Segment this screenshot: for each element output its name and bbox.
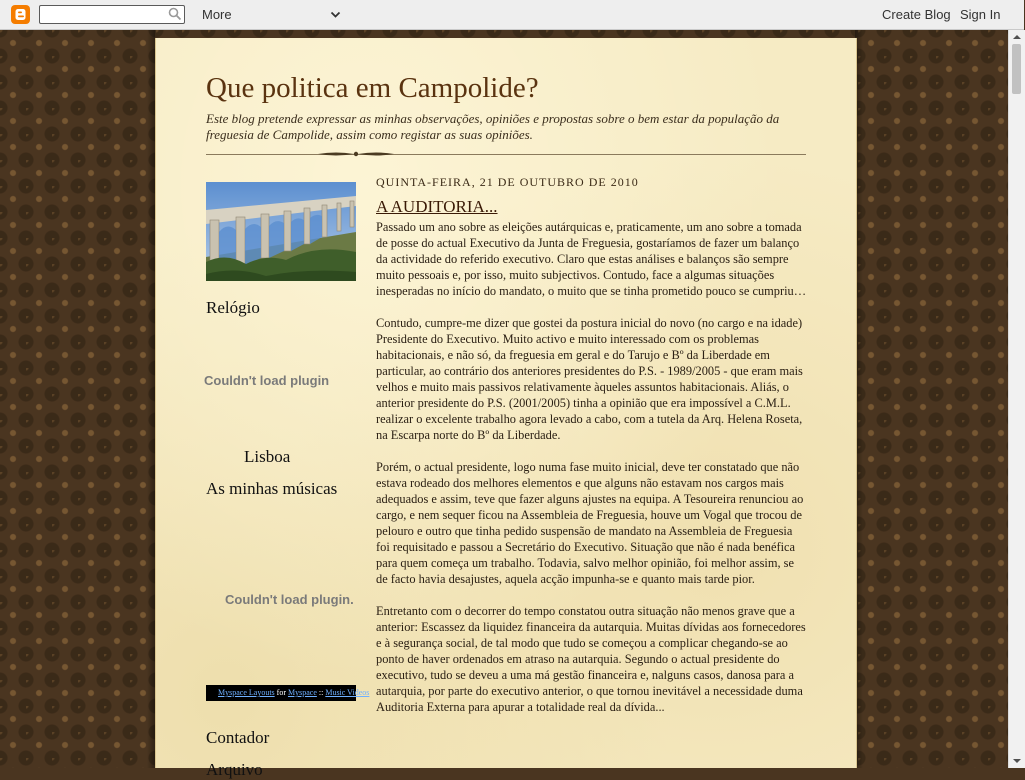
aqueduct-photo	[206, 182, 356, 281]
vertical-scrollbar[interactable]	[1008, 30, 1025, 768]
column-shadow-left	[147, 30, 155, 768]
clock-plugin-error: Couldn't load plugin	[204, 373, 330, 388]
myspace-separator: ::	[318, 688, 324, 697]
counter-heading: Contador	[206, 728, 270, 747]
post-date-header: QUINTA-FEIRA, 21 DE OUTUBRO DE 2010	[376, 175, 639, 189]
archive-heading: Arquivo	[206, 760, 263, 779]
scrollbar-thumb[interactable]	[1012, 44, 1021, 94]
search-box	[39, 5, 185, 24]
scroll-down-arrow-icon[interactable]	[1009, 754, 1025, 768]
main-content	[376, 175, 808, 731]
more-label: More	[202, 7, 232, 22]
blog-content-column	[155, 38, 857, 779]
post-paragraph: Porém, o actual presidente, logo numa fase muito inicial, deve ter constatado que não estava rodeado dos melhores elementos e que alguns não estavam nos cargos mais adequados e assim, teve que fazer alguns ajustes na equipa. A Tesoureira renunciou ao cargo, e nem sequer ficou na Assembleia de Freguesia, houve um Vogal que trocou de pelouro e outro que tinha pedido suspensão de mandato na Assembleia de Freguesia foi requisitado e passou a Secretário do Executivo. Situação que não é nada benéfica para quem começa um trabalho. Todavia, salvo melhor opinião, foi melhor assim, se de facto havia desajustes, aquela acção impunha-se e quanto mais tarde pior.	[376, 460, 804, 586]
post-body	[376, 219, 808, 715]
clock-heading: Relógio	[206, 298, 260, 317]
music-plugin-error: Couldn't load plugin.	[225, 592, 354, 607]
music-heading: As minhas músicas	[206, 479, 338, 498]
post-paragraph: Entretanto com o decorrer do tempo constatou outra situação não menos grave que a anterior: Escassez da liquidez financeira da autarquia. Muitas dívidas aos fornecedores e à segurança social, de tal modo que tudo se começou a complicar chegando-se ao ponto de haver ordenados em atraso na autarquia. Segundo o actual presidente do executivo, tudo se deveu a uma má gestão financeira e, nalguns casos, danosa para a autarquia, por parte do executivo anterior, o que tornou inevitável a necessidade duma Auditoria Externa para apurar a totalidade real da dívida...	[376, 604, 806, 714]
search-input[interactable]	[43, 7, 163, 21]
create-blog-link[interactable]: Create Blog	[882, 7, 951, 22]
music-videos-link[interactable]: Music Videos	[325, 688, 370, 697]
blogger-navbar	[0, 0, 1024, 30]
blog-title[interactable]: Que politica em Campolide?	[206, 72, 539, 104]
clock-city: Lisboa	[244, 447, 291, 466]
myspace-link[interactable]: Myspace	[287, 688, 317, 697]
blogger-icon[interactable]	[11, 5, 30, 24]
myspace-for-text: for	[276, 688, 286, 697]
myspace-layouts-link[interactable]: Myspace Layouts	[218, 688, 275, 697]
header-divider	[206, 150, 806, 158]
blog-description: Este blog pretende expressar as minhas observações, opiniões e propostas sobre o bem estar da população da freguesia de Campolide, assim como registar as suas opiniões.	[206, 111, 780, 142]
search-icon[interactable]	[168, 7, 182, 24]
flourish-ornament	[316, 150, 396, 158]
post-title[interactable]: A AUDITORIA...	[376, 197, 498, 216]
more-dropdown[interactable]	[202, 7, 232, 22]
sign-in-link[interactable]: Sign In	[960, 7, 1001, 22]
scroll-up-arrow-icon[interactable]	[1009, 30, 1025, 44]
post-paragraph: Contudo, cumpre-me dizer que gostei da postura inicial do novo (no cargo e na idade) Presidente do Executivo. Muito activo e muito interessado com os problemas habitacionais, e não só, da freguesia em geral e do Tarujo e Bº da Liberdade em particular, ao contrário dos anteriores presidentes do P.S. - 1989/2005 - que eram mais velhos e muito mais passivos relativamente àqueles assuntos habitacionais. Aliás, o anterior presidente do P.S. (2001/2005) tinha a opinião que era impossível a C.M.L. realizar o excelente trabalho agora levado a cabo, com a tutela da Arq. Helena Roseta, na Escarpa norte do Bº da Liberdade.	[376, 316, 803, 442]
post-paragraph: Passado um ano sobre as eleições autárquicas e, praticamente, um ano sobre a tomada de posse do actual Executivo da Junta de Freguesia, gostaríamos de fazer um balanço da actividade do referido executivo. Claro que estas análises e balanços são sempre muito pessoais e, por isso, muito subjectivos. Contudo, face a algumas situações inesperadas no início do mandato, o muito que se tinha prometido pouco se cumpriu…	[376, 220, 807, 298]
chevron-down-icon	[330, 8, 341, 23]
myspace-strip	[206, 685, 370, 701]
